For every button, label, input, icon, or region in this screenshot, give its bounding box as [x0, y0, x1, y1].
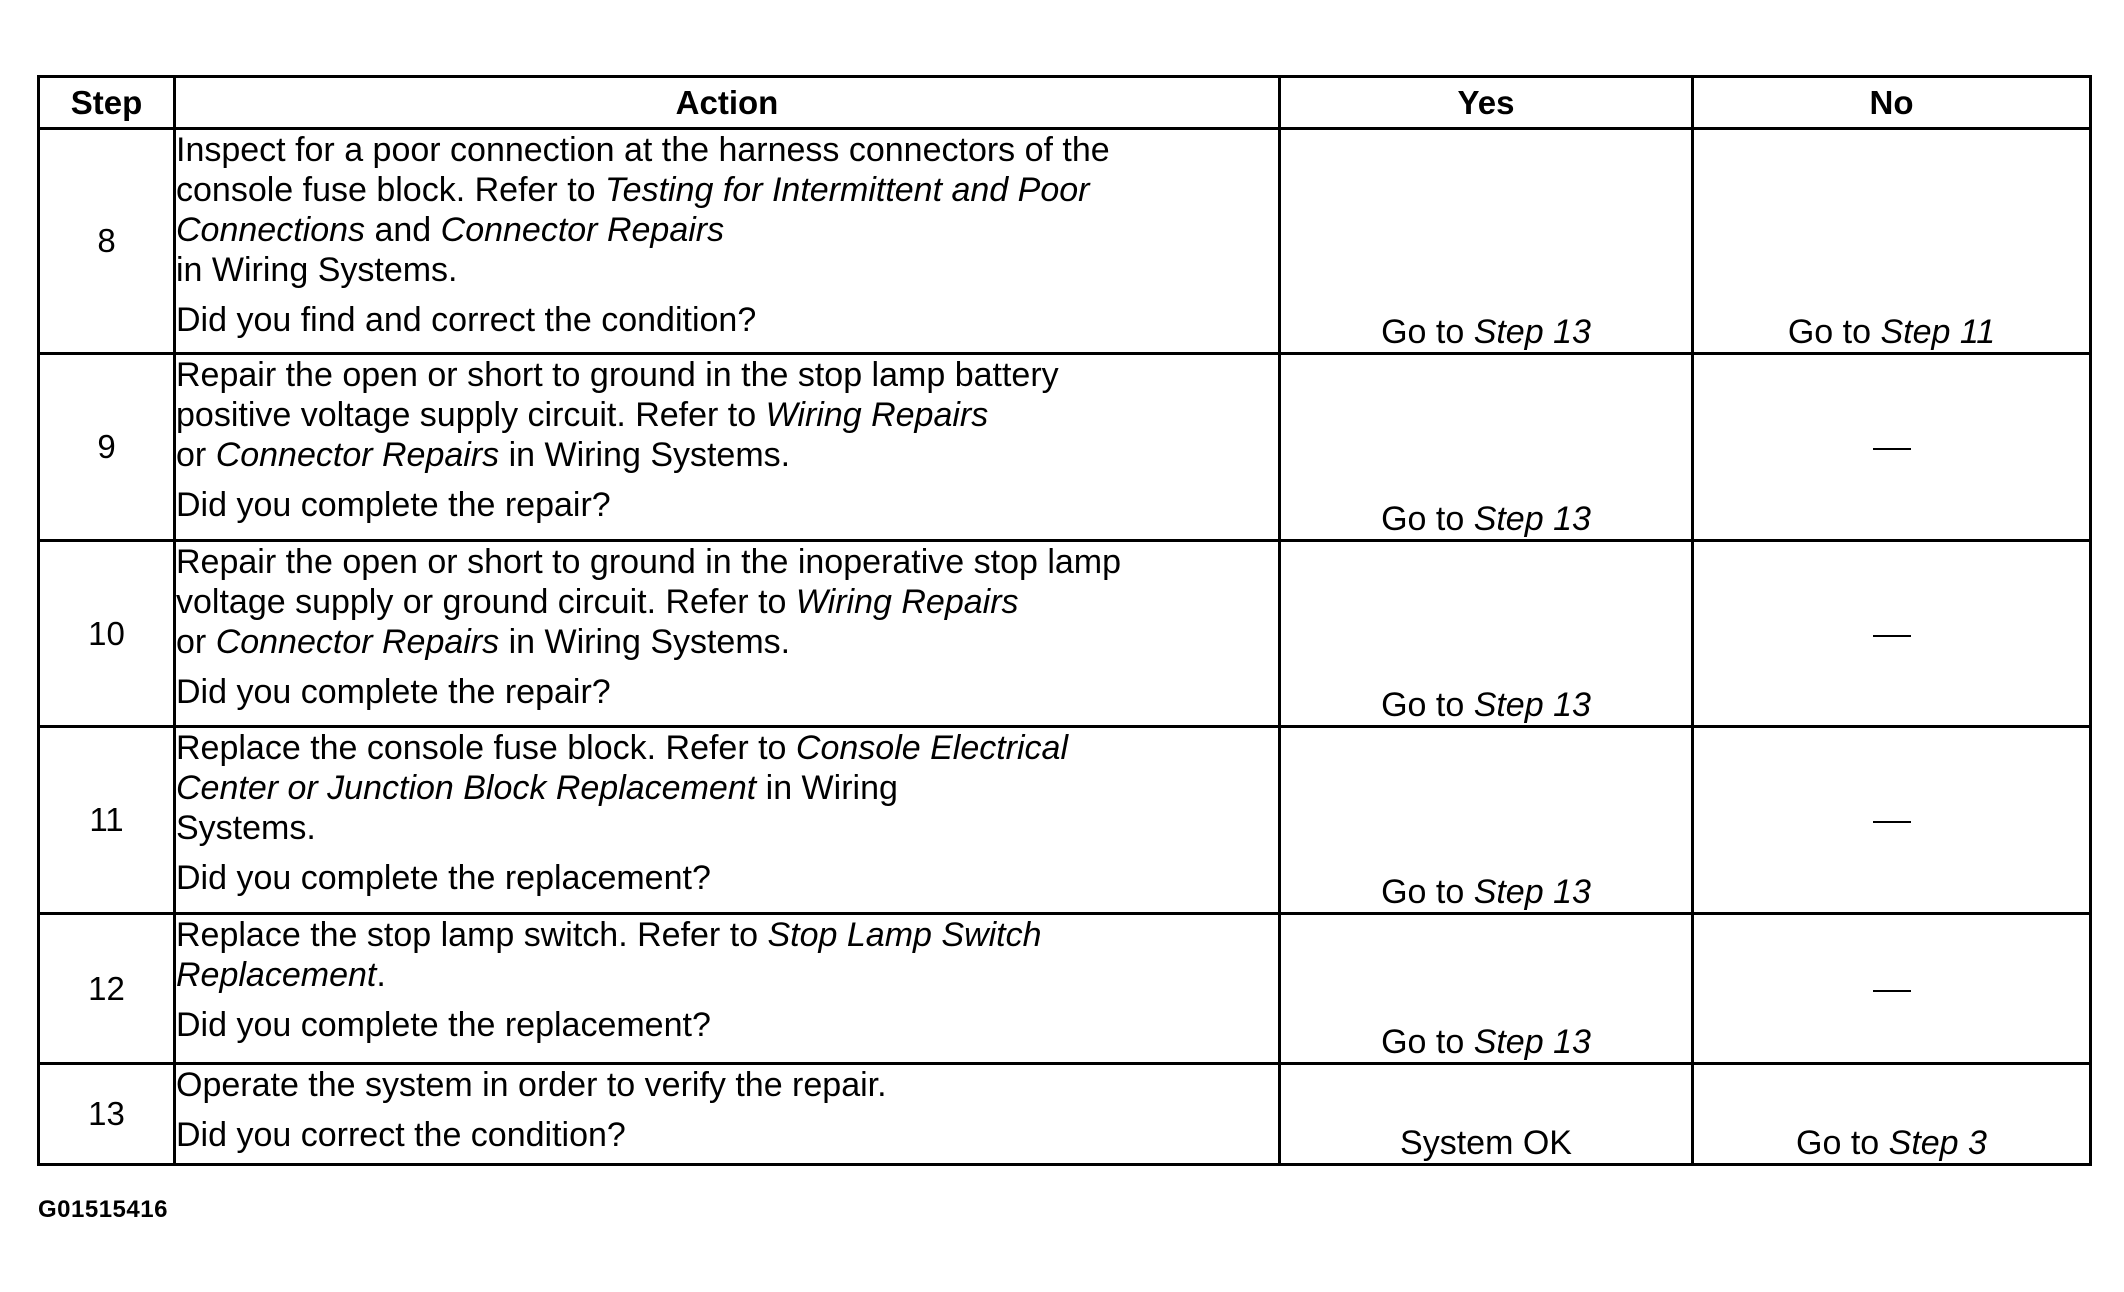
action-question: Did you complete the repair? — [176, 673, 611, 711]
reference-text: Console Electrical Center or Junction Block Replacement — [176, 729, 1069, 807]
reference-text: Stop Lamp Switch Replacement — [176, 916, 1042, 994]
no-result-none — [1693, 354, 2091, 541]
action-instruction — [176, 542, 1278, 662]
action-instruction — [176, 355, 1278, 475]
instruction-text: Replace the stop lamp switch. Refer to — [176, 916, 768, 954]
instruction-text: in Wiring Systems. — [176, 251, 458, 289]
figure-code: G01515416 — [38, 1196, 168, 1223]
no-text: Go to — [1796, 1124, 1889, 1162]
instruction-text: or — [176, 623, 207, 661]
action-instruction — [176, 915, 1278, 995]
action-instruction — [176, 1065, 1278, 1105]
dash-mark — [1873, 448, 1911, 450]
diagnostic-table — [37, 75, 2092, 1166]
yes-step-link: Step 13 — [1473, 1023, 1591, 1061]
reference-text: Testing for Intermittent and Poor Connections — [176, 171, 1090, 249]
yes-text: Go to — [1381, 873, 1474, 911]
no-result-none — [1693, 727, 2091, 914]
header-no: No — [1693, 77, 2091, 129]
header-step: Step — [39, 77, 175, 129]
reference-text: Connector Repairs — [215, 436, 500, 474]
yes-step-link: Step 13 — [1473, 500, 1591, 538]
header-action: Action — [175, 77, 1280, 129]
action-question: Did you complete the replacement? — [176, 859, 711, 897]
action-instruction — [176, 130, 1278, 290]
instruction-text: and — [365, 211, 441, 249]
instruction-text: Operate the system in order to verify the repair. — [176, 1066, 887, 1104]
step-number: 8 — [39, 129, 175, 354]
action-question: Did you complete the repair? — [176, 486, 611, 524]
table-body — [39, 129, 2091, 1165]
table-row — [39, 914, 2091, 1064]
reference-text: Wiring Repairs — [765, 396, 989, 434]
no-result — [1693, 1064, 2091, 1165]
action-cell — [175, 1064, 1280, 1165]
action-cell — [175, 727, 1280, 914]
instruction-text: or — [176, 436, 207, 474]
yes-step-link: Step 13 — [1473, 313, 1591, 351]
table-header-row — [39, 77, 2091, 129]
step-number: 9 — [39, 354, 175, 541]
yes-text: Go to — [1381, 313, 1474, 351]
yes-result — [1280, 541, 1693, 727]
table-row — [39, 727, 2091, 914]
step-number: 10 — [39, 541, 175, 727]
yes-result — [1280, 727, 1693, 914]
yes-result — [1280, 1064, 1693, 1165]
instruction-text: in Wiring Systems. — [499, 436, 791, 474]
reference-text: Wiring Repairs — [795, 583, 1019, 621]
action-question: Did you complete the replacement? — [176, 1006, 711, 1044]
table-row — [39, 354, 2091, 541]
instruction-text: in Wiring Systems. — [499, 623, 791, 661]
reference-text: Connector Repairs — [215, 623, 500, 661]
step-number: 11 — [39, 727, 175, 914]
instruction-text: Inspect for a poor connection at the harness connectors of the console fuse block. Refer to — [176, 131, 1110, 209]
table-row — [39, 1064, 2091, 1165]
yes-step-link: Step 13 — [1473, 873, 1591, 911]
instruction-text: Replace the console fuse block. Refer to — [176, 729, 796, 767]
action-cell — [175, 914, 1280, 1064]
dash-mark — [1873, 635, 1911, 637]
table-row — [39, 541, 2091, 727]
action-cell — [175, 541, 1280, 727]
instruction-text: in Wiring Systems. — [176, 769, 898, 847]
step-number: 13 — [39, 1064, 175, 1165]
yes-text: Go to — [1381, 500, 1474, 538]
no-result — [1693, 129, 2091, 354]
no-step-link: Step 3 — [1888, 1124, 1987, 1162]
reference-text: Connector Repairs — [440, 211, 725, 249]
yes-result — [1280, 354, 1693, 541]
instruction-text: Repair the open or short to ground in the stop lamp battery positive voltage supply circuit. Refer to — [176, 356, 1059, 434]
yes-text: Go to — [1381, 686, 1474, 724]
action-cell — [175, 354, 1280, 541]
yes-result — [1280, 914, 1693, 1064]
no-result-none — [1693, 541, 2091, 727]
dash-mark — [1873, 821, 1911, 823]
action-cell — [175, 129, 1280, 354]
action-question: Did you find and correct the condition? — [176, 301, 757, 339]
no-result-none — [1693, 914, 2091, 1064]
table-row — [39, 129, 2091, 354]
header-yes: Yes — [1280, 77, 1693, 129]
instruction-text: Repair the open or short to ground in the inoperative stop lamp voltage supply or ground circuit. Refer to — [176, 543, 1122, 621]
yes-result — [1280, 129, 1693, 354]
no-step-link: Step 11 — [1880, 313, 1996, 351]
diagnostic-table-container — [37, 75, 2089, 1166]
yes-text: System OK — [1400, 1124, 1572, 1162]
yes-text: Go to — [1381, 1023, 1474, 1061]
step-number: 12 — [39, 914, 175, 1064]
instruction-text: . — [376, 956, 386, 994]
action-instruction — [176, 728, 1278, 848]
yes-step-link: Step 13 — [1473, 686, 1591, 724]
dash-mark — [1873, 990, 1911, 992]
action-question: Did you correct the condition? — [176, 1116, 626, 1154]
no-text: Go to — [1787, 313, 1881, 351]
